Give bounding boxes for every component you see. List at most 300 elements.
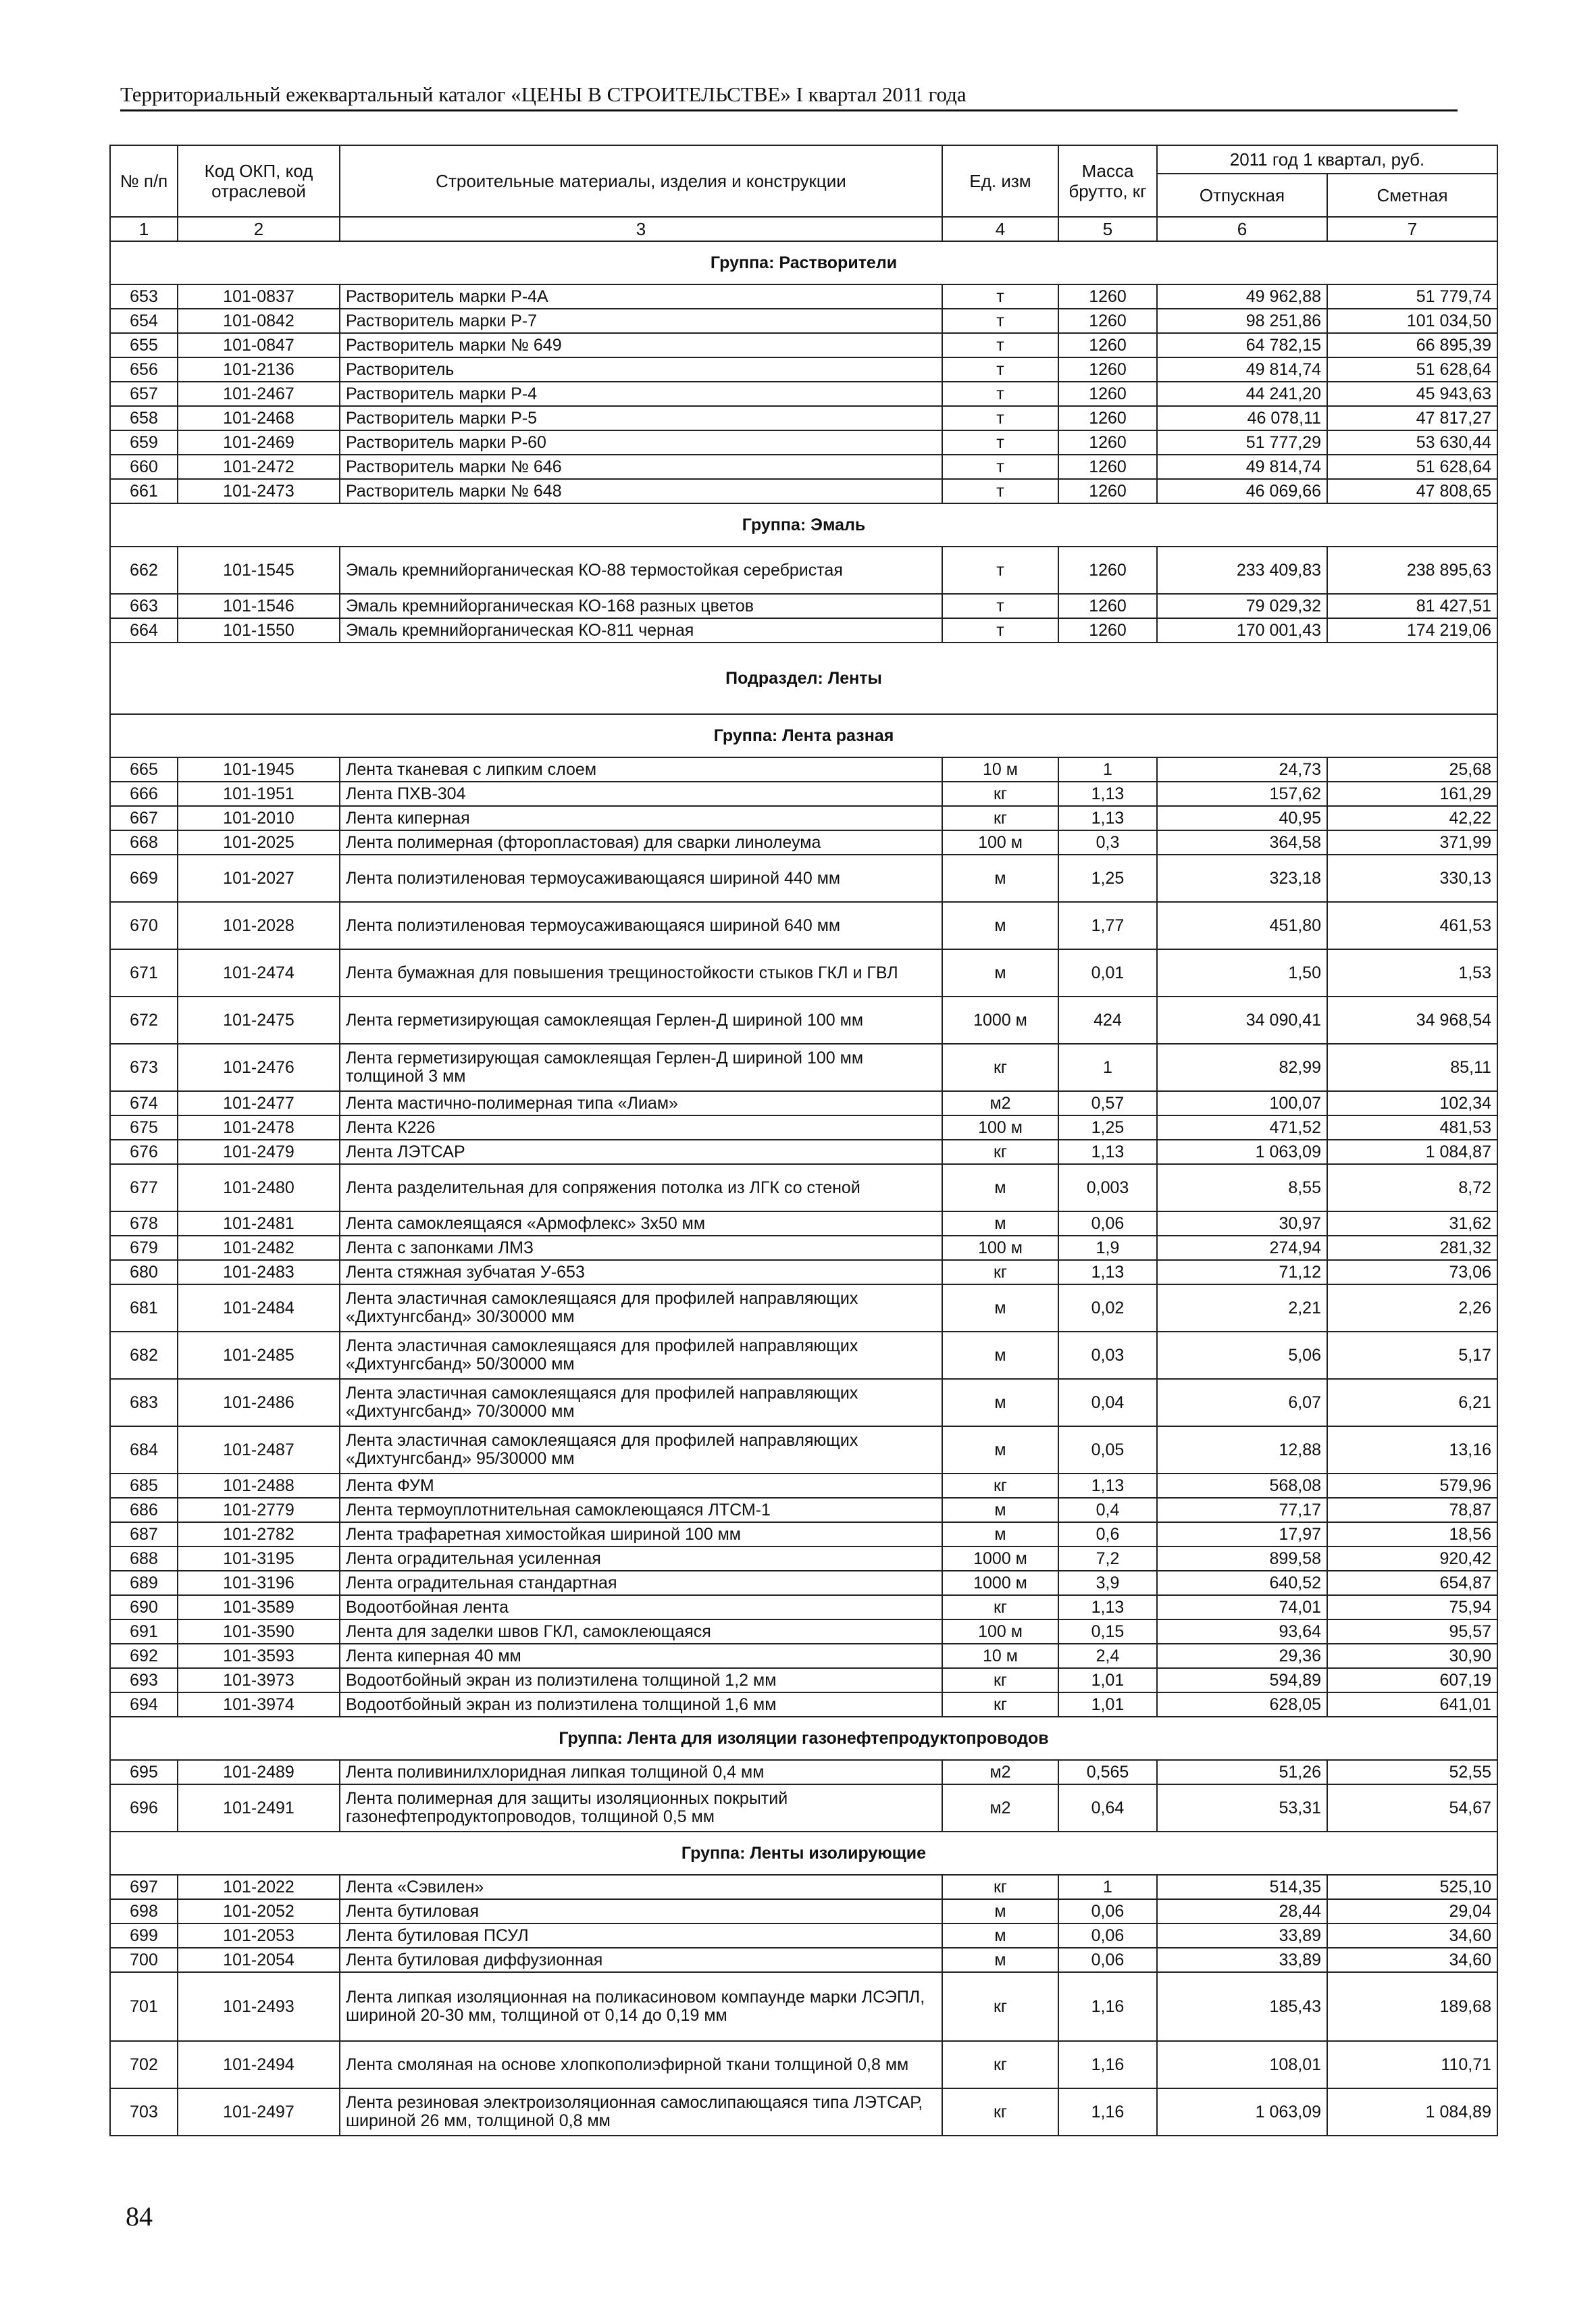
cell-mass: 1,25 [1058, 1115, 1157, 1140]
cell-estimate-price: 51 628,64 [1327, 357, 1497, 382]
cell-mass: 1260 [1058, 284, 1157, 309]
cell-code: 101-2467 [178, 382, 340, 406]
cell-mass: 2,4 [1058, 1644, 1157, 1668]
catalog-header: Территориальный ежеквартальный каталог «ЦЕНЫ В СТРОИТЕЛЬСТВЕ» I квартал 2011 года [120, 82, 1458, 111]
cell-unit: кг [942, 1595, 1058, 1619]
group-row [110, 503, 1497, 547]
cell-estimate-price: 66 895,39 [1327, 333, 1497, 357]
cell-code: 101-2493 [178, 1972, 340, 2041]
cell-name: Лента полимерная для защиты изоляционных покрытий газонефтепродуктопроводов, толщиной 0,5 мм [340, 1784, 942, 1832]
cell-release-price: 30,97 [1157, 1211, 1327, 1236]
group-row [110, 1832, 1497, 1875]
cell-num: 685 [110, 1474, 178, 1498]
cell-release-price: 1 063,09 [1157, 2088, 1327, 2136]
cell-num: 659 [110, 430, 178, 455]
cell-num: 679 [110, 1236, 178, 1260]
cell-code: 101-2476 [178, 1044, 340, 1091]
cell-code: 101-2782 [178, 1522, 340, 1546]
cell-name: Растворитель [340, 357, 942, 382]
cell-mass: 1260 [1058, 333, 1157, 357]
cell-mass: 0,05 [1058, 1426, 1157, 1474]
cell-mass: 1260 [1058, 594, 1157, 618]
cell-estimate-price: 31,62 [1327, 1211, 1497, 1236]
cell-code: 101-2485 [178, 1332, 340, 1379]
cell-code: 101-3974 [178, 1692, 340, 1717]
cell-num: 656 [110, 357, 178, 382]
group-row [110, 1717, 1497, 1760]
cell-name: Лента стяжная зубчатая У-653 [340, 1260, 942, 1284]
cell-name: Лента термоуплотнительная самоклеющаяся ЛТСМ-1 [340, 1498, 942, 1522]
table-row [110, 1692, 1497, 1717]
cell-estimate-price: 73,06 [1327, 1260, 1497, 1284]
cell-unit: т [942, 547, 1058, 594]
cell-release-price: 49 814,74 [1157, 455, 1327, 479]
cell-estimate-price: 54,67 [1327, 1784, 1497, 1832]
cell-unit: м [942, 1923, 1058, 1948]
cell-name: Лента поливинилхлоридная липкая толщиной 0,4 мм [340, 1760, 942, 1784]
cell-release-price: 185,43 [1157, 1972, 1327, 2041]
table-row [110, 1332, 1497, 1379]
cell-unit: т [942, 406, 1058, 430]
cell-mass: 1260 [1058, 547, 1157, 594]
cell-release-price: 899,58 [1157, 1546, 1327, 1571]
table-row [110, 618, 1497, 643]
cell-unit: кг [942, 1140, 1058, 1164]
cell-release-price: 74,01 [1157, 1595, 1327, 1619]
cell-unit: м [942, 1379, 1058, 1426]
cell-unit: 100 м [942, 1115, 1058, 1140]
cell-unit: м [942, 1899, 1058, 1923]
cell-unit: кг [942, 1692, 1058, 1717]
group-row [110, 714, 1497, 757]
cell-mass: 7,2 [1058, 1546, 1157, 1571]
cell-code: 101-2480 [178, 1164, 340, 1211]
cell-unit: 1000 м [942, 1571, 1058, 1595]
cell-estimate-price: 51 628,64 [1327, 455, 1497, 479]
cell-mass: 1,13 [1058, 782, 1157, 806]
cell-unit: кг [942, 1668, 1058, 1692]
cell-unit: кг [942, 2088, 1058, 2136]
cell-unit: м [942, 902, 1058, 949]
cell-name: Растворитель марки № 649 [340, 333, 942, 357]
cell-code: 101-0847 [178, 333, 340, 357]
cell-mass: 1,01 [1058, 1668, 1157, 1692]
cell-release-price: 29,36 [1157, 1644, 1327, 1668]
table-row [110, 1923, 1497, 1948]
cell-estimate-price: 47 817,27 [1327, 406, 1497, 430]
cell-code: 101-1546 [178, 594, 340, 618]
cell-name: Лента резиновая электроизоляционная самослипающаяся типа ЛЭТСАР, шириной 26 мм, толщиной 0,8 мм [340, 2088, 942, 2136]
cell-release-price: 28,44 [1157, 1899, 1327, 1923]
cell-name: Лента тканевая с липким слоем [340, 757, 942, 782]
table-row [110, 1875, 1497, 1899]
cell-name: Растворитель марки Р-4А [340, 284, 942, 309]
cell-mass: 1260 [1058, 309, 1157, 333]
table-row [110, 757, 1497, 782]
group-row [110, 241, 1497, 284]
cell-mass: 0,06 [1058, 1923, 1157, 1948]
cell-unit: м [942, 1522, 1058, 1546]
cell-num: 697 [110, 1875, 178, 1899]
table-row [110, 284, 1497, 309]
cell-estimate-price: 29,04 [1327, 1899, 1497, 1923]
cell-estimate-price: 525,10 [1327, 1875, 1497, 1899]
cell-code: 101-3589 [178, 1595, 340, 1619]
cell-mass: 1260 [1058, 430, 1157, 455]
group-title: Группа: Эмаль [110, 503, 1497, 547]
cell-name: Лента полимерная (фторопластовая) для сварки линолеума [340, 830, 942, 855]
cell-num: 653 [110, 284, 178, 309]
cell-estimate-price: 371,99 [1327, 830, 1497, 855]
table-row [110, 1899, 1497, 1923]
subsection-row [110, 643, 1497, 714]
cell-mass: 0,02 [1058, 1284, 1157, 1332]
cell-name: Лента для заделки швов ГКЛ, самоклеющаяся [340, 1619, 942, 1644]
cell-num: 662 [110, 547, 178, 594]
cell-code: 101-3196 [178, 1571, 340, 1595]
cell-mass: 1,25 [1058, 855, 1157, 902]
cell-name: Растворитель марки Р-5 [340, 406, 942, 430]
cell-code: 101-2028 [178, 902, 340, 949]
cell-num: 693 [110, 1668, 178, 1692]
cell-mass: 1260 [1058, 618, 1157, 643]
cell-estimate-price: 607,19 [1327, 1668, 1497, 1692]
cell-code: 101-2494 [178, 2041, 340, 2088]
table-row [110, 830, 1497, 855]
cell-mass: 1 [1058, 757, 1157, 782]
cell-name: Лента эластичная самоклеящаяся для профилей направляющих «Дихтунгсбанд» 70/30000 мм [340, 1379, 942, 1426]
cell-estimate-price: 52,55 [1327, 1760, 1497, 1784]
cell-num: 690 [110, 1595, 178, 1619]
cell-code: 101-0842 [178, 309, 340, 333]
cell-name: Лента полиэтиленовая термоусаживающаяся шириной 440 мм [340, 855, 942, 902]
cell-num: 677 [110, 1164, 178, 1211]
cell-release-price: 568,08 [1157, 1474, 1327, 1498]
cell-unit: м2 [942, 1784, 1058, 1832]
cell-name: Лента мастично-полимерная типа «Лиам» [340, 1091, 942, 1115]
cell-unit: т [942, 618, 1058, 643]
cell-num: 657 [110, 382, 178, 406]
cell-release-price: 2,21 [1157, 1284, 1327, 1332]
cell-code: 101-2489 [178, 1760, 340, 1784]
cell-unit: м [942, 1332, 1058, 1379]
table-row [110, 902, 1497, 949]
col-header-code: Код ОКП, код отраслевой [178, 145, 340, 217]
cell-estimate-price: 81 427,51 [1327, 594, 1497, 618]
cell-release-price: 594,89 [1157, 1668, 1327, 1692]
cell-name: Лента бутиловая ПСУЛ [340, 1923, 942, 1948]
table-row [110, 855, 1497, 902]
cell-unit: т [942, 479, 1058, 503]
col-header-release-price: Отпускная [1157, 174, 1327, 217]
col-header-estimate-price: Сметная [1327, 174, 1497, 217]
cell-estimate-price: 110,71 [1327, 2041, 1497, 2088]
cell-name: Лента эластичная самоклеящаяся для профилей направляющих «Дихтунгсбанд» 50/30000 мм [340, 1332, 942, 1379]
cell-mass: 1260 [1058, 357, 1157, 382]
cell-name: Эмаль кремнийорганическая КО-811 черная [340, 618, 942, 643]
table-row [110, 1236, 1497, 1260]
cell-name: Растворитель марки Р-7 [340, 309, 942, 333]
cell-estimate-price: 238 895,63 [1327, 547, 1497, 594]
cell-name: Лента бумажная для повышения трещиностойкости стыков ГКЛ и ГВЛ [340, 949, 942, 997]
cell-unit: т [942, 382, 1058, 406]
cell-code: 101-2136 [178, 357, 340, 382]
cell-release-price: 44 241,20 [1157, 382, 1327, 406]
cell-estimate-price: 101 034,50 [1327, 309, 1497, 333]
cell-unit: м [942, 1284, 1058, 1332]
cell-name: Растворитель марки № 648 [340, 479, 942, 503]
cell-code: 101-1550 [178, 618, 340, 643]
cell-num: 675 [110, 1115, 178, 1140]
table-row [110, 1140, 1497, 1164]
table-row [110, 1522, 1497, 1546]
cell-unit: 1000 м [942, 997, 1058, 1044]
cell-num: 691 [110, 1619, 178, 1644]
cell-code: 101-3593 [178, 1644, 340, 1668]
cell-release-price: 17,97 [1157, 1522, 1327, 1546]
cell-name: Лента полиэтиленовая термоусаживающаяся шириной 640 мм [340, 902, 942, 949]
cell-release-price: 51,26 [1157, 1760, 1327, 1784]
col-header-num: № п/п [110, 145, 178, 217]
table-row [110, 1644, 1497, 1668]
cell-estimate-price: 30,90 [1327, 1644, 1497, 1668]
table-row [110, 1284, 1497, 1332]
cell-name: Лента липкая изоляционная на поликасиновом компаунде марки ЛСЭПЛ, шириной 20-30 мм, толщиной от 0,14 до 0,19 мм [340, 1972, 942, 2041]
cell-release-price: 24,73 [1157, 757, 1327, 782]
table-row [110, 1498, 1497, 1522]
cell-unit: 100 м [942, 1619, 1058, 1644]
cell-num: 667 [110, 806, 178, 830]
table-row [110, 2088, 1497, 2136]
cell-code: 101-2477 [178, 1091, 340, 1115]
cell-release-price: 628,05 [1157, 1692, 1327, 1717]
cell-release-price: 79 029,32 [1157, 594, 1327, 618]
group-title: Группа: Растворители [110, 241, 1497, 284]
cell-estimate-price: 579,96 [1327, 1474, 1497, 1498]
cell-release-price: 8,55 [1157, 1164, 1327, 1211]
cell-num: 684 [110, 1426, 178, 1474]
cell-num: 668 [110, 830, 178, 855]
table-row [110, 430, 1497, 455]
cell-unit: кг [942, 1972, 1058, 2041]
cell-unit: кг [942, 1875, 1058, 1899]
cell-num: 661 [110, 479, 178, 503]
cell-mass: 1,13 [1058, 806, 1157, 830]
cell-name: Лента эластичная самоклеящаяся для профилей направляющих «Дихтунгсбанд» 95/30000 мм [340, 1426, 942, 1474]
cell-unit: м [942, 1498, 1058, 1522]
cell-unit: 100 м [942, 830, 1058, 855]
cell-num: 658 [110, 406, 178, 430]
cell-estimate-price: 330,13 [1327, 855, 1497, 902]
col-number: 3 [340, 217, 942, 241]
cell-mass: 1,16 [1058, 2041, 1157, 2088]
cell-release-price: 64 782,15 [1157, 333, 1327, 357]
cell-estimate-price: 95,57 [1327, 1619, 1497, 1644]
cell-num: 689 [110, 1571, 178, 1595]
cell-mass: 1 [1058, 1875, 1157, 1899]
cell-name: Лента оградительная стандартная [340, 1571, 942, 1595]
cell-estimate-price: 1 084,89 [1327, 2088, 1497, 2136]
cell-mass: 1,13 [1058, 1474, 1157, 1498]
cell-mass: 1,9 [1058, 1236, 1157, 1260]
table-row [110, 382, 1497, 406]
table-row [110, 455, 1497, 479]
cell-unit: м2 [942, 1091, 1058, 1115]
table-body [110, 241, 1497, 2136]
cell-release-price: 40,95 [1157, 806, 1327, 830]
cell-num: 663 [110, 594, 178, 618]
table-row [110, 357, 1497, 382]
cell-name: Лента с запонками ЛМЗ [340, 1236, 942, 1260]
subsection-title: Подраздел: Ленты [110, 643, 1497, 714]
price-table [109, 145, 1498, 2136]
cell-estimate-price: 75,94 [1327, 1595, 1497, 1619]
cell-name: Растворитель марки № 646 [340, 455, 942, 479]
table-row [110, 1619, 1497, 1644]
cell-estimate-price: 18,56 [1327, 1522, 1497, 1546]
cell-num: 670 [110, 902, 178, 949]
col-header-period: 2011 год 1 квартал, руб. [1157, 145, 1497, 174]
table-row [110, 997, 1497, 1044]
cell-release-price: 46 078,11 [1157, 406, 1327, 430]
cell-estimate-price: 34 968,54 [1327, 997, 1497, 1044]
cell-release-price: 51 777,29 [1157, 430, 1327, 455]
cell-num: 669 [110, 855, 178, 902]
cell-unit: т [942, 430, 1058, 455]
cell-num: 666 [110, 782, 178, 806]
table-row [110, 1546, 1497, 1571]
cell-num: 671 [110, 949, 178, 997]
cell-estimate-price: 174 219,06 [1327, 618, 1497, 643]
table-row [110, 2041, 1497, 2088]
cell-release-price: 471,52 [1157, 1115, 1327, 1140]
cell-num: 683 [110, 1379, 178, 1426]
cell-mass: 0,003 [1058, 1164, 1157, 1211]
cell-mass: 0,6 [1058, 1522, 1157, 1546]
cell-name: Эмаль кремнийорганическая КО-168 разных цветов [340, 594, 942, 618]
cell-mass: 3,9 [1058, 1571, 1157, 1595]
cell-code: 101-2052 [178, 1899, 340, 1923]
cell-mass: 0,06 [1058, 1899, 1157, 1923]
cell-mass: 0,64 [1058, 1784, 1157, 1832]
table-row [110, 1426, 1497, 1474]
cell-unit: кг [942, 806, 1058, 830]
cell-name: Лента герметизирующая самоклеящая Герлен-Д шириной 100 мм [340, 997, 942, 1044]
cell-estimate-price: 481,53 [1327, 1115, 1497, 1140]
cell-estimate-price: 8,72 [1327, 1164, 1497, 1211]
cell-mass: 0,4 [1058, 1498, 1157, 1522]
cell-release-price: 53,31 [1157, 1784, 1327, 1832]
cell-code: 101-2779 [178, 1498, 340, 1522]
cell-release-price: 71,12 [1157, 1260, 1327, 1284]
cell-release-price: 1,50 [1157, 949, 1327, 997]
cell-name: Лента ПХВ-304 [340, 782, 942, 806]
cell-release-price: 6,07 [1157, 1379, 1327, 1426]
cell-code: 101-3195 [178, 1546, 340, 1571]
cell-code: 101-3590 [178, 1619, 340, 1644]
cell-name: Лента эластичная самоклеящаяся для профилей направляющих «Дихтунгсбанд» 30/30000 мм [340, 1284, 942, 1332]
cell-code: 101-2497 [178, 2088, 340, 2136]
cell-estimate-price: 102,34 [1327, 1091, 1497, 1115]
cell-code: 101-2027 [178, 855, 340, 902]
cell-num: 681 [110, 1284, 178, 1332]
cell-num: 694 [110, 1692, 178, 1717]
cell-unit: т [942, 455, 1058, 479]
cell-mass: 1,13 [1058, 1140, 1157, 1164]
cell-mass: 0,03 [1058, 1332, 1157, 1379]
cell-code: 101-2487 [178, 1426, 340, 1474]
cell-code: 101-2010 [178, 806, 340, 830]
cell-estimate-price: 42,22 [1327, 806, 1497, 830]
table-row [110, 1571, 1497, 1595]
cell-num: 692 [110, 1644, 178, 1668]
cell-estimate-price: 161,29 [1327, 782, 1497, 806]
group-title: Группа: Лента для изоляции газонефтепродуктопроводов [110, 1717, 1497, 1760]
cell-code: 101-2468 [178, 406, 340, 430]
cell-unit: м [942, 855, 1058, 902]
cell-unit: 10 м [942, 1644, 1058, 1668]
cell-estimate-price: 34,60 [1327, 1923, 1497, 1948]
cell-release-price: 5,06 [1157, 1332, 1327, 1379]
cell-num: 673 [110, 1044, 178, 1091]
col-number: 6 [1157, 217, 1327, 241]
cell-name: Лента К226 [340, 1115, 942, 1140]
table-row [110, 1595, 1497, 1619]
cell-num: 655 [110, 333, 178, 357]
cell-estimate-price: 78,87 [1327, 1498, 1497, 1522]
cell-num: 687 [110, 1522, 178, 1546]
cell-code: 101-0837 [178, 284, 340, 309]
cell-num: 703 [110, 2088, 178, 2136]
cell-num: 678 [110, 1211, 178, 1236]
table-row [110, 782, 1497, 806]
cell-unit: кг [942, 2041, 1058, 2088]
cell-mass: 1 [1058, 1044, 1157, 1091]
cell-code: 101-2053 [178, 1923, 340, 1948]
cell-estimate-price: 51 779,74 [1327, 284, 1497, 309]
cell-unit: кг [942, 1474, 1058, 1498]
cell-unit: м [942, 1948, 1058, 1972]
cell-name: Лента смоляная на основе хлопкополиэфирной ткани толщиной 0,8 мм [340, 2041, 942, 2088]
cell-estimate-price: 45 943,63 [1327, 382, 1497, 406]
cell-code: 101-2022 [178, 1875, 340, 1899]
cell-mass: 1260 [1058, 382, 1157, 406]
cell-release-price: 49 962,88 [1157, 284, 1327, 309]
cell-unit: м [942, 1164, 1058, 1211]
cell-unit: т [942, 309, 1058, 333]
cell-mass: 0,06 [1058, 1211, 1157, 1236]
cell-code: 101-2475 [178, 997, 340, 1044]
cell-num: 688 [110, 1546, 178, 1571]
table-row [110, 1972, 1497, 2041]
cell-name: Эмаль кремнийорганическая КО-88 термостойкая серебристая [340, 547, 942, 594]
cell-unit: 100 м [942, 1236, 1058, 1260]
table-row [110, 1784, 1497, 1832]
cell-mass: 0,57 [1058, 1091, 1157, 1115]
cell-num: 682 [110, 1332, 178, 1379]
cell-name: Водоотбойный экран из полиэтилена толщиной 1,6 мм [340, 1692, 942, 1717]
cell-num: 680 [110, 1260, 178, 1284]
cell-name: Лента «Сэвилен» [340, 1875, 942, 1899]
cell-num: 654 [110, 309, 178, 333]
col-number: 1 [110, 217, 178, 241]
cell-unit: м [942, 949, 1058, 997]
cell-unit: т [942, 284, 1058, 309]
cell-mass: 0,06 [1058, 1948, 1157, 1972]
cell-mass: 1,16 [1058, 2088, 1157, 2136]
cell-num: 672 [110, 997, 178, 1044]
cell-name: Растворитель марки Р-4 [340, 382, 942, 406]
